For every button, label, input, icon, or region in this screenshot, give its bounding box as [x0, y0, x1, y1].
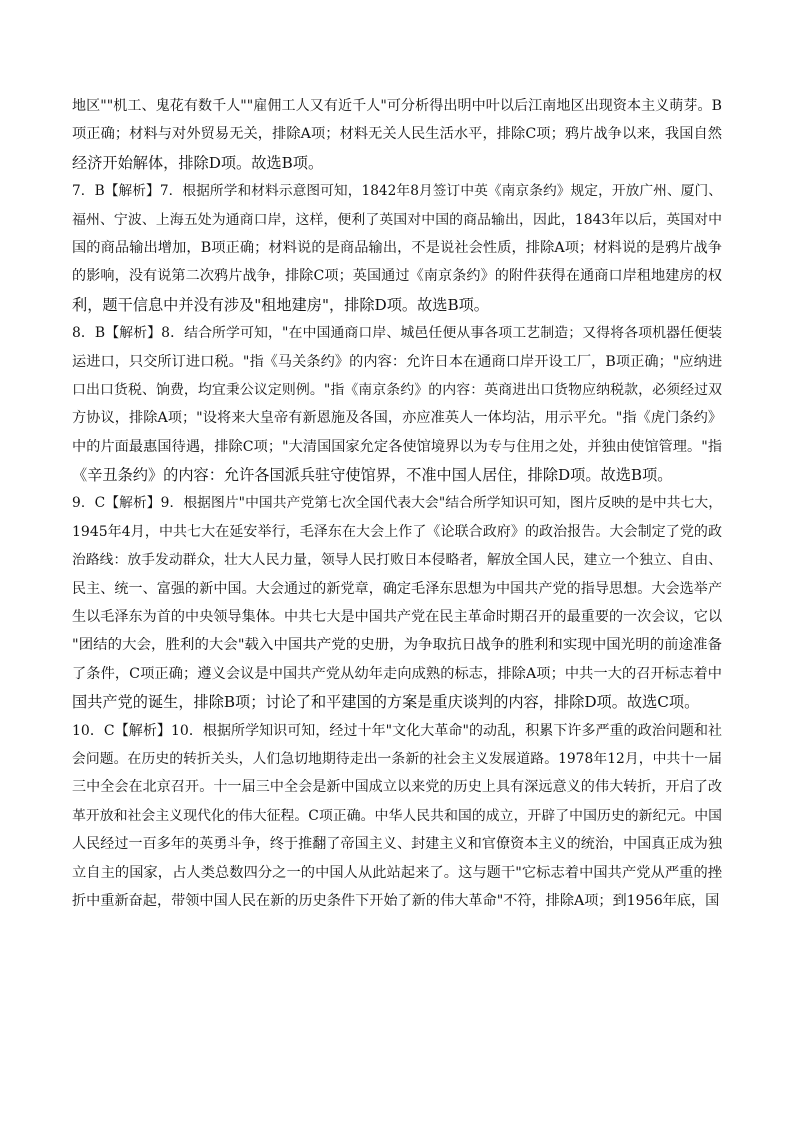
text-line: 口出口货税、饷费，均宜秉公议定则例。"指《南京条约》的内容：英商进出口货物应纳税款，必须经过双	[72, 381, 722, 398]
text-line: 10．C【解析】10．根据所学知识可知，经过十年"文化大革命"的动乱，积累下许多严重的政治问题和社	[72, 722, 722, 739]
text-line: 国共产党的诞生，排除B项；讨论了和平建国的方案是重庆谈判的内容，排除D项。故选C项。	[72, 693, 700, 712]
answer-explanations	[72, 92, 722, 915]
text-line: 7．B【解析】7．根据所学和材料示意图可知，1842年8月签订中英《南京条约》规定，开放广州、厦门、	[72, 183, 722, 200]
text-line: 国的商品输出增加，B项正确；材料说的是商品输出，不是说社会性质，排除A项；材料说的是鸦片战争	[72, 239, 722, 256]
text-line: 8．B【解析】8．结合所学可知，"在中国通商口岸、城邑任便从事各项工艺制造；又得将各项机器任便装	[72, 325, 722, 342]
question-explanation-9	[72, 717, 722, 916]
question-explanation-6	[72, 177, 722, 319]
continued-explanation	[72, 92, 722, 177]
text-line: 利，题干信息中并没有涉及"租地建房"，排除D项。故选B项。	[72, 295, 489, 314]
text-line: 生以毛泽东为首的中央领导集体。中共七大是中国共产党在民主革命时期召开的最重要的一次会议，它以	[72, 609, 722, 626]
text-line: 革开放和社会主义现代化的伟大征程。C项正确。中华人民共和国的成立，开辟了中国历史的新纪元。中国	[72, 807, 722, 824]
text-line: 项正确；材料与对外贸易无关，排除A项；材料无关人民生活水平，排除C项；鸦片战争以来，我国自然	[72, 126, 722, 143]
text-line: 地区""机工、鬼花有数千人""雇佣工人又有近千人"可分析得出明中叶以后江南地区出现资本主义萌芽。B	[72, 98, 722, 114]
question-explanation-7	[72, 319, 722, 489]
text-line: 中的片面最惠国待遇，排除C项；"大清国国家允定各使馆境界以为专与住用之处，并独由使馆管理。"指	[72, 438, 722, 455]
text-line: 经济开始解体，排除D项。故选B项。	[72, 153, 324, 172]
text-line: "团结的大会，胜利的大会"载入中国共产党的史册，为争取抗日战争的胜利和实现中国光明的前途准备	[72, 637, 722, 654]
text-line: 治路线：放手发动群众，壮大人民力量，领导人民打败日本侵略者，解放全国人民，建立一个独立、自由、	[72, 552, 722, 569]
text-line: 9．C【解析】9．根据图片"中国共产党第七次全国代表大会"结合所学知识可知，图片反映的是中共七大，	[72, 495, 722, 512]
text-line: 民主、统一、富强的新中国。大会通过的新党章，确定毛泽东思想为中国共产党的指导思想。大会选举产	[72, 580, 722, 597]
text-line: 方协议，排除A项；"设将来大皇帝有新恩施及各国，亦应准英人一体均沾，用示平允。"指《虎门条约》	[72, 410, 722, 427]
question-explanation-8	[72, 489, 722, 716]
text-line: 运进口，只交所订进口税。"指《马关条约》的内容：允许日本在通商口岸开设工厂，B项正确；"应纳进	[72, 353, 722, 370]
text-line: 人民经过一百多年的英勇斗争，终于推翻了帝国主义、封建主义和官僚资本主义的统治，中国真正成为独	[72, 836, 722, 853]
text-line: 折中重新奋起，带领中国人民在新的历史条件下开始了新的伟大革命"不符，排除A项；到1956年底，国	[72, 892, 720, 909]
text-line: 三中全会在北京召开。十一届三中全会是新中国成立以来党的历史上具有深远意义的伟大转折，开启了改	[72, 779, 722, 796]
text-line: 了条件，C项正确；遵义会议是中国共产党从幼年走向成熟的标志，排除A项；中共一大的召开标志着中	[72, 665, 722, 682]
text-line: 1945年4月，中共七大在延安举行，毛泽东在大会上作了《论联合政府》的政治报告。大会制定了党的政	[72, 523, 722, 540]
text-line: 立自主的国家，占人类总数四分之一的中国人从此站起来了。这与题干"它标志着中国共产党从严重的挫	[72, 864, 722, 881]
text-line: 福州、宁波、上海五处为通商口岸，这样，便利了英国对中国的商品输出，因此，1843年以后，英国对中	[72, 211, 722, 228]
text-line: 会问题。在历史的转折关头，人们急切地期待走出一条新的社会主义发展道路。1978年12月，中共十一届	[72, 750, 722, 767]
text-line: 《辛丑条约》的内容：允许各国派兵驻守使馆界，不准中国人居住，排除D项。故选B项。	[72, 466, 673, 485]
text-line: 的影响，没有说第二次鸦片战争，排除C项；英国通过《南京条约》的附件获得在通商口岸租地建房的权	[72, 268, 722, 285]
